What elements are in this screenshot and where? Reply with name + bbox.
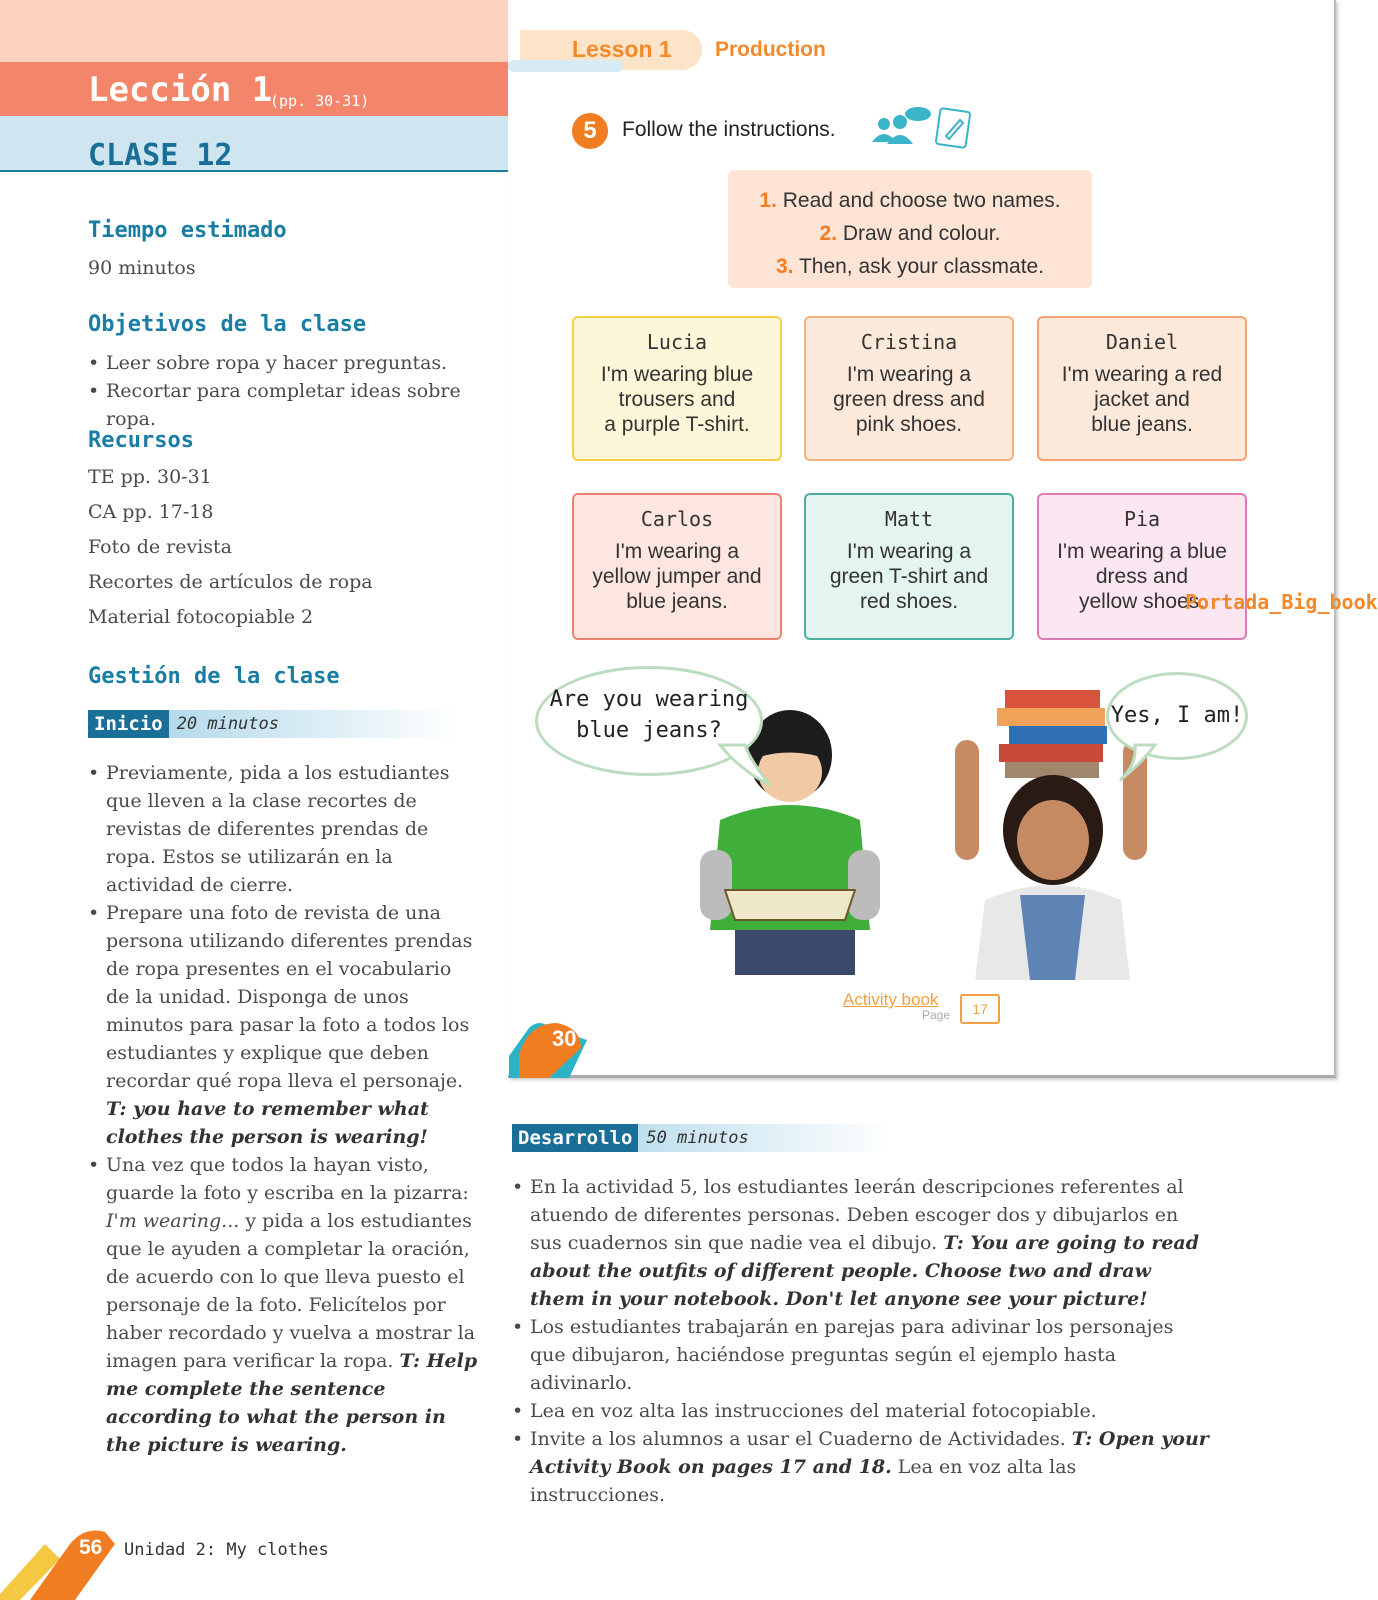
- objetivos-list: [88, 349, 488, 433]
- objetivo-item: • Recortar para completar ideas sobre ropa.: [88, 377, 488, 433]
- card-line: dress and: [1095, 565, 1189, 588]
- card-line: I'm wearing a: [846, 540, 972, 563]
- card-name: Carlos: [640, 507, 714, 531]
- clase-band: [0, 116, 508, 172]
- teacher-phrase: T: you have to remember what clothes the person is wearing!: [106, 1098, 429, 1148]
- objetivo-item: • Leer sobre ropa y hacer preguntas.: [88, 349, 488, 377]
- inicio-item: [88, 759, 478, 899]
- exercise-number: 5: [572, 113, 608, 149]
- bubble-tail: [715, 740, 775, 790]
- instruction-number: 1.: [759, 189, 777, 212]
- character-card: [572, 493, 782, 640]
- teacher-phrase: T: You are going to read about the outfits of different people. Choose two and draw them in your notebook. Don't let anyone see your picture!: [530, 1232, 1200, 1310]
- activity-page-label: Page: [922, 1008, 951, 1022]
- tiempo-heading: Tiempo estimado: [88, 218, 287, 243]
- card-line: I'm wearing a blue: [1057, 540, 1227, 563]
- card-name: Daniel: [1105, 330, 1179, 354]
- instruction-text: Then, ask your classmate.: [798, 255, 1045, 278]
- card-name: Lucia: [646, 330, 708, 354]
- clase-title: CLASE 12: [88, 138, 233, 173]
- lesson-label: Lesson 1: [572, 36, 672, 62]
- desarrollo-item: [512, 1313, 1212, 1397]
- bubble-text: Yes, I am!: [1110, 703, 1244, 728]
- desarrollo-item-text: Lea en voz alta las instrucciones del material fotocopiable.: [530, 1400, 1097, 1422]
- desarrollo-item-text: Lea en voz alta las instrucciones.: [530, 1456, 1077, 1506]
- character-card: [1037, 316, 1247, 461]
- card-line: I'm wearing a: [614, 540, 740, 563]
- instruction-number: 2.: [819, 222, 838, 245]
- character-card: [1037, 493, 1247, 640]
- card-line: trousers and: [618, 388, 736, 411]
- desarrollo-item: [512, 1425, 1212, 1509]
- recursos-list: [88, 466, 373, 641]
- card-line: blue jeans.: [1091, 413, 1193, 436]
- book-page-number: 30: [552, 1026, 577, 1051]
- footer-page-number: 56: [79, 1536, 103, 1559]
- header-top-band: [0, 0, 508, 62]
- card-name: Matt: [884, 507, 934, 531]
- recurso-item: Recortes de artículos de ropa: [88, 571, 373, 593]
- card-line: green T-shirt and: [829, 565, 989, 588]
- bubble-tail: [1115, 740, 1165, 785]
- bubble-line: Are you wearing: [549, 687, 749, 712]
- activity-book-link[interactable]: Activity book: [843, 990, 939, 1009]
- teacher-phrase: T: Help me complete the sentence according to what the person in the picture is wearing.: [106, 1350, 478, 1456]
- footer-unit-label: Unidad 2: My clothes: [124, 1540, 329, 1560]
- instruction-number: 3.: [775, 255, 794, 278]
- recurso-item: CA pp. 17-18: [88, 501, 214, 523]
- inicio-item-text: y pida a los estudiantes que le ayuden a completar la oración, de acuerdo con lo que lleva puesto el personaje de la foto. Felicítelos por haber recordado y vuelva a mostrar la imagen para verificar la ropa.: [106, 1210, 476, 1372]
- desarrollo-bar: [512, 1124, 892, 1152]
- leccion-pages: (pp. 30-31): [270, 92, 370, 110]
- inicio-item-pre: Una vez que todos la hayan visto, guarde la foto y escriba en la pizarra:: [106, 1154, 469, 1204]
- section-label: Production: [715, 38, 826, 61]
- pairwork-icon: [870, 106, 980, 150]
- inicio-item-italic: I'm wearing...: [106, 1210, 240, 1232]
- page-number-tab: [509, 1018, 589, 1058]
- inicio-minutes: 20 minutos: [176, 714, 279, 734]
- bubble-line: blue jeans?: [576, 718, 722, 743]
- inicio-item-text: Prepare una foto de revista de una persona utilizando diferentes prendas de ropa presentes en el vocabulario de la unidad. Disponga de unos minutos para pasar la foto a todos los estudiantes y explique que deben recordar qué ropa lleva el personaje.: [106, 902, 473, 1092]
- exercise-title: Follow the instructions.: [622, 118, 836, 141]
- recurso-item: Material fotocopiable 2: [88, 606, 314, 628]
- card-name: Cristina: [860, 330, 958, 354]
- desarrollo-list: [512, 1173, 1212, 1509]
- leccion-title: Lección 1: [88, 70, 273, 110]
- inicio-item-text: Previamente, pida a los estudiantes que lleven a la clase recortes de revistas de diferentes prendas de ropa. Estos se utilizarán en la actividad de cierre.: [106, 762, 450, 896]
- instruction-line: [728, 184, 1092, 217]
- card-line: yellow shoes.: [1078, 590, 1206, 613]
- card-line: blue jeans.: [626, 590, 728, 613]
- card-line: yellow jumper and: [592, 565, 762, 588]
- recurso-item: TE pp. 30-31: [88, 466, 212, 488]
- desarrollo-label: Desarrollo: [512, 1124, 638, 1152]
- teacher-phrase: T: Open your Activity Book on pages 17 and 18.: [530, 1428, 1209, 1478]
- desarrollo-item-text: En la actividad 5, los estudiantes leerán descripciones referentes al atuendo de diferentes personas. Deben escoger dos y dibujarlos en sus cuadernos sin que nadie vea el dibujo.: [530, 1176, 1184, 1254]
- card-line: red shoes.: [859, 590, 959, 613]
- instruction-text: Draw and colour.: [842, 222, 1001, 245]
- character-card: [572, 316, 782, 461]
- desarrollo-item: [512, 1397, 1212, 1425]
- recurso-item: Foto de revista: [88, 536, 232, 558]
- character-card: [804, 493, 1014, 640]
- objetivos-heading: Objetivos de la clase: [88, 312, 367, 337]
- card-line: jacket and: [1094, 388, 1190, 411]
- gestion-heading: Gestión de la clase: [88, 664, 340, 689]
- card-line: I'm wearing a: [846, 363, 972, 386]
- card-line: a purple T-shirt.: [604, 413, 750, 436]
- card-line: I'm wearing blue: [600, 363, 754, 386]
- card-line: green dress and: [833, 388, 985, 411]
- inicio-label: Inicio: [88, 710, 169, 738]
- inicio-bar: [88, 710, 458, 738]
- desarrollo-item: [512, 1173, 1212, 1313]
- card-line: pink shoes.: [855, 413, 963, 436]
- desarrollo-minutes: 50 minutos: [646, 1128, 749, 1148]
- character-card: [804, 316, 1014, 461]
- activity-page-number: 17: [960, 994, 1000, 1024]
- card-name: Pia: [1123, 507, 1161, 531]
- inicio-item: [88, 1151, 478, 1459]
- instructions-box: [728, 170, 1092, 288]
- instruction-line: [728, 217, 1092, 250]
- tiempo-value: 90 minutos: [88, 257, 196, 279]
- desarrollo-item-text: Los estudiantes trabajarán en parejas para adivinar los personajes que dibujaron, haciéndose preguntas según el ejemplo hasta adivinarlo.: [530, 1316, 1174, 1394]
- instruction-line: [728, 250, 1092, 283]
- inicio-item: [88, 899, 478, 1151]
- inicio-list: [88, 759, 478, 1459]
- instruction-text: Read and choose two names.: [782, 189, 1061, 212]
- portada-overlay-label: Portada_Big_book: [1185, 590, 1378, 614]
- recursos-heading: Recursos: [88, 428, 194, 453]
- desarrollo-item-text: Invite a los alumnos a usar el Cuaderno de Actividades.: [530, 1428, 1066, 1450]
- card-line: I'm wearing a red: [1061, 363, 1223, 386]
